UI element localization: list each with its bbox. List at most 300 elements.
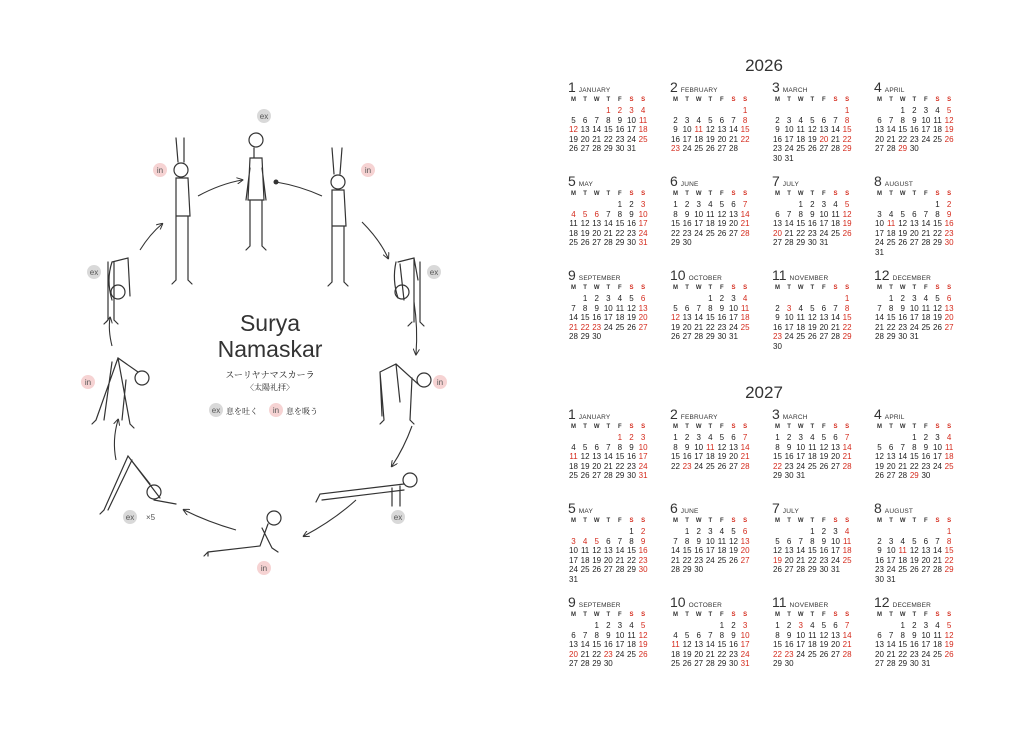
day-cell: 14 [580,640,590,650]
day-cell: 4 [923,294,929,303]
day-cell: 6 [684,303,690,313]
day-cell: 15 [796,219,806,229]
month-number: 2 [670,406,678,422]
day-cell: 20 [773,228,782,238]
weekday-label: T [912,97,917,103]
day-cell: 9 [673,125,678,135]
day-cell: 17 [886,555,896,565]
badge-ex-left [87,265,101,279]
day-cell: 29 [627,565,636,575]
day-cell: 18 [842,546,852,556]
day-cell: 25 [921,322,931,332]
svg-text:ex: ex [89,268,99,277]
badge-in-top-left [153,163,167,177]
day-cell: 21 [886,649,896,659]
weekday-label: W [695,424,702,430]
day-cell: 26 [807,144,817,154]
day-cell: 1 [708,294,713,303]
weekday-label: S [743,424,748,430]
day-cell: 14 [740,209,750,219]
day-cell: 4 [708,433,713,442]
day-cell: 1 [775,433,780,442]
day-cell: 9 [629,209,634,219]
month-grid [874,285,964,352]
day-cell: 16 [627,452,636,462]
weekday-label: M [571,191,576,197]
day-cell: 24 [569,565,578,575]
day-cell: 27 [831,461,840,471]
day-cell: 26 [773,565,782,575]
day-cell: 3 [684,115,690,125]
weekday-label: W [899,191,906,197]
month-name: JUNE [680,181,699,188]
day-cell: 4 [888,209,894,219]
day-cell: 13 [831,630,840,640]
day-cell: 18 [898,555,908,565]
day-cell: 24 [705,555,715,565]
day-cell: 22 [740,134,750,144]
day-cell: 7 [798,536,803,546]
day-cell: 10 [921,630,931,640]
month-name: MARCH [782,414,808,421]
weekday-label: W [797,191,804,197]
day-cell: 16 [773,134,782,144]
day-cell: 20 [694,649,704,659]
weekday-label: S [833,97,838,103]
day-cell: 11 [627,630,636,640]
weekday-label: F [822,612,826,618]
day-cell: 15 [773,640,782,650]
month-header [772,80,862,94]
day-cell: 22 [842,134,852,144]
weekday-label: M [877,518,882,524]
figure-forward-bend-left [104,258,130,324]
month-header [874,595,964,609]
day-cell: 21 [831,322,840,332]
day-cell: 19 [638,640,648,650]
month-grid [670,285,760,352]
day-cell: 4 [810,621,815,630]
weekday-label: M [673,97,678,103]
day-cell: 22 [671,228,680,238]
day-cell: 29 [944,565,954,575]
day-cell: 15 [717,640,727,650]
day-cell: 23 [909,134,919,144]
day-cell: 2 [629,433,634,442]
day-cell: 28 [831,332,840,342]
day-cell: 4 [640,106,646,115]
day-cell: 25 [569,238,578,248]
day-cell: 22 [705,322,715,332]
day-cell: 24 [615,649,625,659]
weekday-label: S [845,612,850,618]
day-cell: 12 [944,115,954,125]
day-cell: 19 [898,228,908,238]
day-cell: 30 [627,471,636,481]
day-cell: 22 [592,649,602,659]
weekday-label: M [775,424,780,430]
day-cell: 9 [684,209,690,219]
day-cell: 29 [933,238,942,248]
day-cell: 28 [705,659,715,669]
start-dot [274,180,279,185]
day-cell: 26 [717,461,727,471]
month-grid [874,612,964,679]
day-cell: 21 [592,134,602,144]
day-cell: 25 [944,461,954,471]
weekday-label: W [899,424,906,430]
weekday-label: M [877,285,882,291]
day-cell: 17 [682,134,692,144]
day-cell: 8 [673,209,678,219]
day-cell: 20 [921,555,931,565]
day-cell: 16 [773,322,782,332]
day-cell: 3 [640,200,646,209]
day-cell: 8 [606,115,611,125]
day-cell: 12 [717,442,727,452]
day-cell: 17 [705,546,715,556]
day-cell: 8 [684,536,690,546]
weekday-label: S [833,518,838,524]
day-cell: 16 [921,452,931,462]
day-cell: 11 [796,125,805,135]
month-number: 8 [874,173,882,189]
day-cell: 19 [580,461,590,471]
month-2027-12 [874,595,964,679]
day-cell: 26 [898,238,908,248]
day-cell: 27 [886,471,896,481]
month-number: 4 [874,79,882,95]
day-cell: 7 [900,442,905,452]
weekday-label: S [833,285,838,291]
arrow-5 [392,426,412,466]
day-cell: 2 [640,527,646,536]
day-cell: 10 [819,209,829,219]
day-cell: 11 [638,115,648,125]
day-cell: 13 [921,546,931,556]
legend-in-label: 息を吸う [286,407,318,416]
day-cell: 14 [705,640,715,650]
day-cell: 27 [580,144,590,154]
day-cell: 16 [784,452,794,462]
day-cell: 6 [582,115,588,125]
weekday-label: S [731,518,736,524]
day-cell: 9 [629,442,634,452]
day-cell: 6 [833,621,838,630]
day-cell: 6 [594,442,599,452]
month-name: DECEMBER [892,275,932,282]
weekday-label: S [743,97,748,103]
day-cell: 29 [842,144,852,154]
day-cell: 4 [935,106,940,115]
day-cell: 2 [775,115,780,125]
weekday-label: S [845,191,850,197]
day-cell: 6 [877,115,882,125]
month-number: 6 [670,500,678,516]
day-cell: 25 [705,461,715,471]
weekday-label: T [685,97,689,103]
day-cell: 10 [831,536,840,546]
day-cell: 5 [844,200,850,209]
weekday-label: S [833,612,838,618]
day-cell: 24 [819,228,829,238]
day-cell: 5 [946,621,952,630]
arrow-9 [109,318,112,346]
weekday-label: T [583,191,587,197]
month-number: 3 [772,406,780,422]
weekday-label: T [912,285,917,291]
weekday-label: W [695,191,702,197]
day-cell: 26 [580,238,590,248]
day-cell: 15 [909,452,919,462]
day-cell: 22 [773,649,782,659]
weekday-label: S [731,191,736,197]
month-number: 10 [670,594,686,610]
day-cell: 6 [742,527,748,536]
day-cell: 24 [921,649,931,659]
day-cell: 5 [900,209,905,219]
month-header [874,174,964,188]
day-cell: 1 [946,527,952,536]
day-cell: 13 [784,546,794,556]
weekday-label: M [571,518,576,524]
badge-in-left [81,375,95,389]
yoga-title [170,310,370,362]
svg-text:in: in [436,378,444,387]
day-cell: 9 [775,125,780,135]
day-cell: 28 [569,332,578,342]
day-cell: 17 [569,555,578,565]
day-cell: 31 [909,332,919,342]
day-cell: 23 [671,144,680,154]
day-cell: 16 [615,125,625,135]
month-grid [772,518,862,585]
day-cell: 29 [842,332,852,342]
day-cell: 17 [784,322,794,332]
day-cell: 21 [671,555,680,565]
day-cell: 18 [694,134,704,144]
day-cell: 2 [775,303,780,313]
title-line-2: Namaskar [217,336,323,362]
day-cell: 7 [673,536,678,546]
day-cell: 11 [706,209,715,219]
badge-ex-top [257,109,271,123]
day-cell: 24 [933,461,942,471]
day-cell: 11 [740,303,750,313]
weekday-label: T [912,191,917,197]
day-cell: 27 [592,238,602,248]
day-cell: 23 [682,461,692,471]
day-cell: 1 [673,433,678,442]
day-cell: 25 [615,322,625,332]
weekday-label: M [775,285,780,291]
weekday-label: S [731,424,736,430]
day-cell: 10 [729,303,738,313]
day-cell: 22 [682,555,692,565]
day-cell: 26 [944,649,954,659]
day-cell: 28 [740,228,750,238]
day-cell: 28 [886,659,896,669]
day-cell: 2 [594,294,599,303]
day-cell: 25 [740,322,750,332]
day-cell: 28 [875,332,884,342]
day-cell: 12 [875,452,884,462]
day-cell: 4 [742,294,748,303]
month-grid [874,424,964,491]
day-cell: 28 [796,565,806,575]
day-cell: 10 [694,209,704,219]
day-cell: 5 [684,630,690,640]
day-cell: 18 [807,640,817,650]
day-cell: 7 [888,630,894,640]
day-cell: 10 [603,303,613,313]
month-header [568,174,658,188]
day-cell: 19 [807,322,817,332]
day-cell: 17 [638,452,648,462]
day-cell: 10 [638,209,648,219]
weekday-label: F [924,424,928,430]
month-grid [568,424,658,491]
day-cell: 16 [627,219,636,229]
day-cell: 8 [912,442,917,452]
day-cell: 4 [571,442,576,452]
day-cell: 22 [796,228,806,238]
legend-in-badge: in [272,406,280,415]
day-cell: 1 [900,106,905,115]
weekday-label: T [606,518,611,524]
day-cell: 28 [671,565,680,575]
weekday-label: S [845,285,850,291]
weekday-label: W [797,424,804,430]
day-cell: 10 [569,546,578,556]
day-cell: 28 [694,332,704,342]
day-cell: 7 [606,209,611,219]
month-header [874,407,964,421]
day-cell: 19 [773,555,782,565]
day-cell: 20 [886,461,896,471]
month-2026-7 [772,174,862,258]
weekday-label: F [720,612,724,618]
day-cell: 30 [773,154,782,163]
day-cell: 8 [629,536,634,546]
day-cell: 7 [888,115,894,125]
weekday-label: F [618,518,622,524]
day-cell: 3 [742,621,748,630]
day-cell: 12 [842,209,852,219]
day-cell: 6 [912,209,917,219]
weekday-label: W [899,285,906,291]
month-header [670,407,760,421]
day-cell: 30 [875,575,884,584]
day-cell: 3 [629,106,634,115]
day-cell: 2 [606,621,611,630]
day-cell: 3 [912,294,917,303]
day-cell: 27 [875,144,884,154]
day-cell: 23 [729,649,738,659]
day-cell: 20 [819,134,829,144]
day-cell: 3 [786,115,792,125]
day-cell: 1 [798,200,803,209]
day-cell: 13 [944,303,954,313]
day-cell: 15 [933,219,942,229]
day-cell: 27 [729,461,738,471]
day-cell: 12 [671,313,680,323]
month-2026-4 [874,80,964,164]
day-cell: 16 [784,640,794,650]
month-grid [874,191,964,258]
day-cell: 28 [886,144,896,154]
month-name: DECEMBER [892,602,932,609]
day-cell: 18 [807,452,817,462]
month-name: JULY [782,181,800,188]
day-cell: 29 [909,471,919,481]
weekday-label: M [571,612,576,618]
day-cell: 21 [615,555,625,565]
day-cell: 12 [933,303,942,313]
day-cell: 8 [935,209,940,219]
day-cell: 4 [673,630,678,640]
day-cell: 29 [717,659,727,669]
day-cell: 9 [821,536,827,546]
day-cell: 27 [603,565,613,575]
day-cell: 15 [807,546,817,556]
day-cell: 23 [807,228,817,238]
day-cell: 21 [705,649,715,659]
day-cell: 2 [696,527,701,536]
day-cell: 17 [909,313,919,323]
day-cell: 9 [923,442,929,452]
day-cell: 6 [640,294,646,303]
day-cell: 16 [694,546,704,556]
weekday-label: T [889,424,893,430]
day-cell: 5 [810,303,815,313]
month-header [670,595,760,609]
day-cell: 30 [909,144,919,154]
month-number: 7 [772,500,780,516]
weekday-label: F [720,191,724,197]
day-cell: 16 [671,134,680,144]
day-cell: 29 [615,471,625,481]
weekday-label: T [606,612,611,618]
day-cell: 27 [819,144,829,154]
month-number: 2 [670,79,678,95]
day-cell: 17 [638,219,648,229]
day-cell: 4 [719,527,725,536]
day-cell: 9 [900,303,905,313]
figure-downward-dog-left [100,456,176,514]
month-header [670,268,760,282]
day-cell: 26 [580,471,590,481]
day-cell: 23 [819,555,829,565]
day-cell: 29 [898,659,908,669]
day-cell: 8 [900,115,905,125]
day-cell: 13 [638,303,648,313]
day-cell: 16 [898,313,908,323]
weekday-label: S [845,424,850,430]
weekday-label: T [787,424,791,430]
figure-lunge-right [380,364,431,424]
day-cell: 20 [682,322,692,332]
day-cell: 1 [888,294,894,303]
weekday-label: T [583,97,587,103]
weekday-label: S [947,518,952,524]
day-cell: 20 [592,461,602,471]
day-cell: 25 [898,565,908,575]
day-cell: 2 [810,200,815,209]
day-cell: 7 [844,433,850,442]
day-cell: 19 [909,555,919,565]
day-cell: 27 [717,144,727,154]
